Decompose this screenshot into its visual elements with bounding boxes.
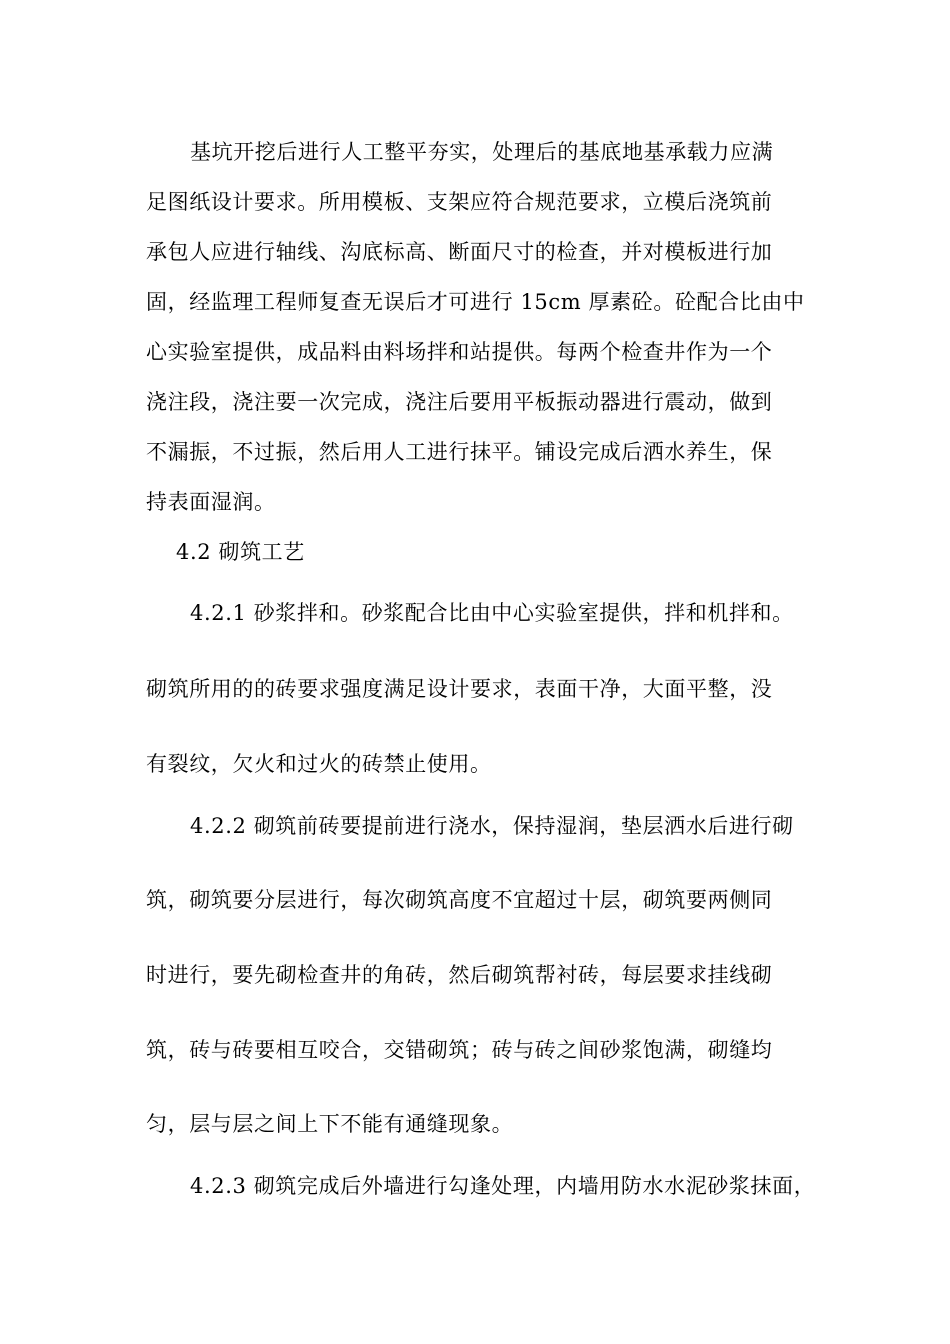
text-line: 4.2.1 砂浆拌和。砂浆配合比由中心实验室提供，拌和机拌和。 <box>190 601 794 625</box>
text-line: 4.2.2 砌筑前砖要提前进行浇水，保持湿润，垫层洒水后进行砌 <box>190 814 794 838</box>
text-line: 心实验室提供，成品料由料场拌和站提供。每两个检查井作为一个 <box>146 340 773 364</box>
text-line: 承包人应进行轴线、沟底标高、断面尺寸的检查，并对模板进行加 <box>146 240 773 264</box>
text-line: 4.2.3 砌筑完成后外墙进行勾逢处理，内墙用防水水泥砂浆抹面， <box>190 1174 816 1198</box>
text-line: 固，经监理工程师复查无误后才可进行 15cm 厚素砼。砼配合比由中 <box>146 290 805 314</box>
text-line: 足图纸设计要求。所用模板、支架应符合规范要求，立模后浇筑前 <box>146 190 773 214</box>
section-heading: 4.2 砌筑工艺 <box>176 540 305 564</box>
text-line: 持表面湿润。 <box>146 490 276 514</box>
text-line: 时进行，要先砌检查井的角砖，然后砌筑帮衬砖，每层要求挂线砌 <box>146 963 773 987</box>
text-line: 浇注段，浇注要一次完成，浇注后要用平板振动器进行震动，做到 <box>146 390 773 414</box>
text-line: 筑，砖与砖要相互咬合，交错砌筑；砖与砖之间砂浆饱满，砌缝均 <box>146 1038 773 1062</box>
text-line: 砌筑所用的的砖要求强度满足设计要求，表面干净，大面平整，没 <box>146 677 773 701</box>
text-line: 基坑开挖后进行人工整平夯实，处理后的基底地基承载力应满 <box>190 140 774 164</box>
text-line: 匀，层与层之间上下不能有通缝现象。 <box>146 1112 514 1136</box>
text-line: 有裂纹，欠火和过火的砖禁止使用。 <box>146 752 492 776</box>
text-line: 不漏振，不过振，然后用人工进行抹平。铺设完成后洒水养生，保 <box>146 440 773 464</box>
text-line: 筑，砌筑要分层进行，每次砌筑高度不宜超过十层，砌筑要两侧同 <box>146 888 773 912</box>
